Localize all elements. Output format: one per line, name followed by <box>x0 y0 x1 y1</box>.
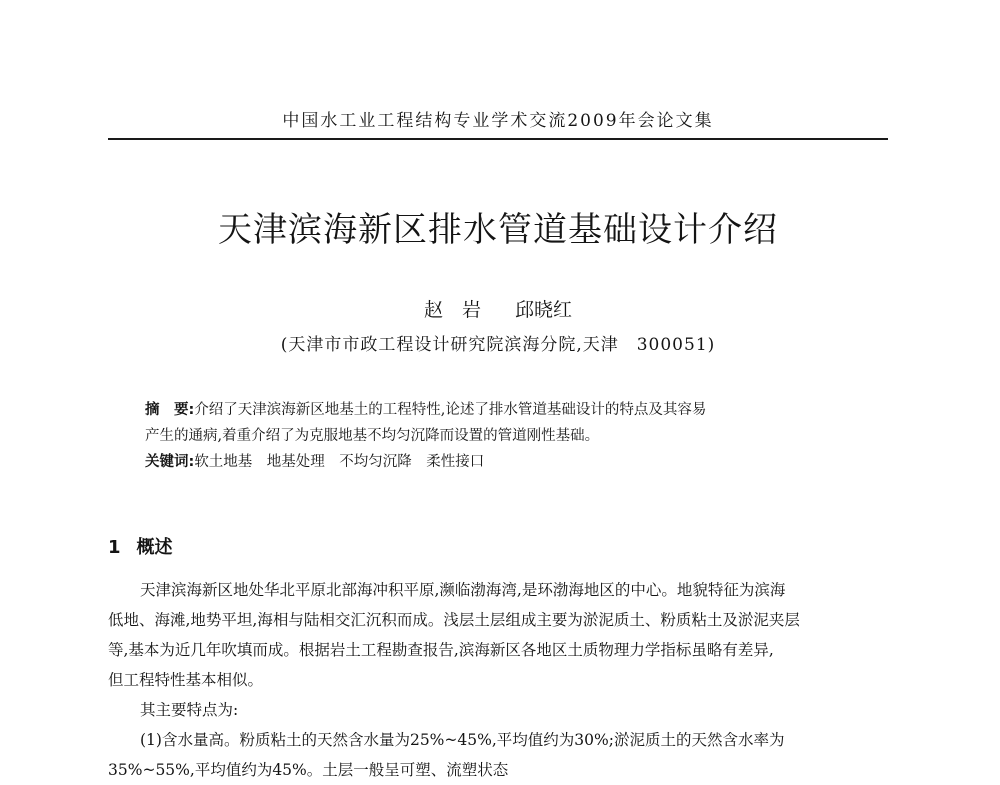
body-line: (1)含水量高。粉质粘土的天然含水量为25%~45%,平均值约为30%;淤泥质土的天然含水率为 <box>140 731 785 749</box>
body-line: 35%~55%,平均值约为45%。土层一般呈可塑、流塑状态 <box>108 761 509 779</box>
section-heading <box>108 533 173 559</box>
keywords-line <box>145 449 865 475</box>
section-number: 1 <box>108 537 121 558</box>
keywords-label: 关键词: <box>145 454 195 470</box>
author-name: 赵 岩 <box>423 299 481 321</box>
abstract-line: 产生的通病,着重介绍了为克服地基不均匀沉降而设置的管道刚性基础。 <box>145 428 600 444</box>
body-line: 低地、海滩,地势平坦,海相与陆相交汇沉积而成。浅层土层组成主要为淤泥质土、粉质粘土及淤泥夹层 <box>108 611 800 629</box>
header-rule <box>108 138 888 140</box>
body-line: 天津滨海新区地处华北平原北部海冲积平原,濒临渤海湾,是环渤海地区的中心。地貌特征为滨海 <box>140 581 786 599</box>
running-header: 中国水工业工程结构专业学术交流2009年会论文集 <box>282 111 714 131</box>
body-line: 但工程特性基本相似。 <box>108 671 264 689</box>
section-body <box>108 575 888 785</box>
body-line: 等,基本为近几年吹填而成。根据岩土工程勘查报告,滨海新区各地区土质物理力学指标虽略有差异, <box>108 641 774 659</box>
author-list <box>108 295 888 322</box>
author-name: 邱晓红 <box>515 299 573 321</box>
abstract-line <box>145 397 865 423</box>
section-title: 概述 <box>136 537 173 558</box>
abstract-block <box>145 397 865 475</box>
abstract-label: 摘 要: <box>145 402 195 418</box>
body-line: 其主要特点为: <box>140 701 239 719</box>
abstract-text: 介绍了天津滨海新区地基土的工程特性,论述了排水管道基础设计的特点及其容易 <box>194 402 707 418</box>
affiliation: (天津市市政工程设计研究院滨海分院,天津 300051) <box>280 335 716 355</box>
paper-title: 天津滨海新区排水管道基础设计介绍 <box>218 210 778 250</box>
keywords-text: 软土地基 地基处理 不均匀沉降 柔性接口 <box>194 454 485 470</box>
